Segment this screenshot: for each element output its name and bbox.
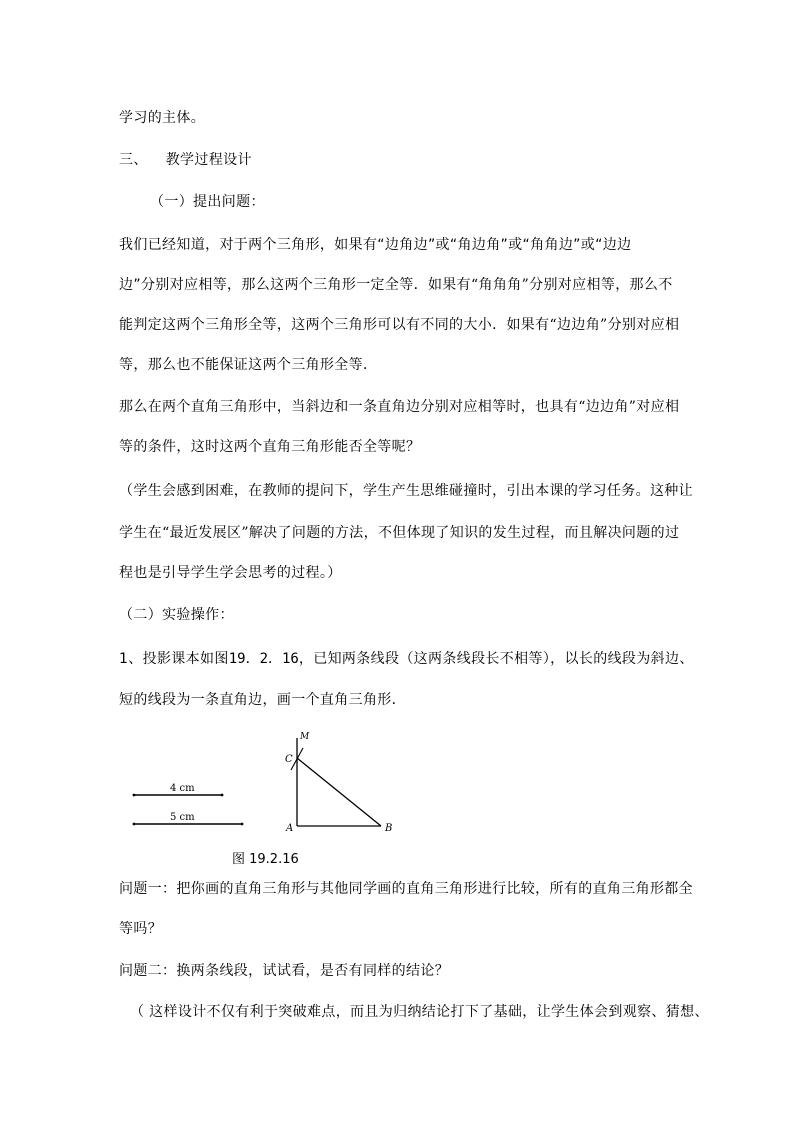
text-run: 分别对应相等，那么不 bbox=[529, 277, 673, 293]
text-run: 能判定这两个三角形全等，这两个三角形可以有不同的大小．如果有 bbox=[119, 317, 550, 333]
segment-4cm-label: 4 cm bbox=[170, 783, 195, 794]
paragraph-3-line-3: 程也是引导学生学会思考的过程。） bbox=[119, 565, 342, 581]
hypotenuse-cb bbox=[297, 758, 381, 826]
text-run: 解决了问题的方法，不但体现了知识的发生过程，而且解决问题的过 bbox=[248, 525, 680, 541]
segment-endpoint bbox=[133, 823, 136, 826]
paragraph-3-line-2 bbox=[119, 524, 679, 542]
paragraph-1-line-2 bbox=[119, 276, 673, 294]
paragraph-1-line-3 bbox=[119, 316, 679, 334]
segment-endpoint bbox=[133, 794, 136, 797]
paragraph-intro-tail: 学习的主体。 bbox=[119, 110, 206, 126]
design-note-line-1: （ 这样设计不仅有利于突破难点，而且为归纳结论打下了基础，让学生体会到观察、猜想、 bbox=[130, 1004, 709, 1020]
section-heading bbox=[119, 151, 252, 169]
paragraph-2-line-2: 等的条件，这时这两个直角三角形能否全等呢？ bbox=[119, 439, 421, 455]
text-run: 1、投影课本如图 bbox=[119, 651, 229, 667]
paragraph-3-line-1: （学生会感到困难，在教师的提问下，学生产生思维碰撞时，引出本课的学习任务。这种让 bbox=[119, 483, 693, 499]
segment-endpoint bbox=[241, 823, 244, 826]
question-1-line-2: 等吗？ bbox=[119, 921, 163, 937]
figure-drawing bbox=[119, 728, 419, 848]
text-run: 分别对应相 bbox=[607, 317, 680, 333]
emphasis-quote: “最近发展区” bbox=[162, 525, 249, 541]
text-run: 边”分别对应相等，那么这两个三角形一定全等．如果有 bbox=[119, 277, 472, 293]
paragraph-1-line-4: 等，那么也不能保证这两个三角形全等． bbox=[119, 357, 378, 373]
subheading-raise-question: （一）提出问题： bbox=[150, 194, 265, 210]
section-number: 三、 bbox=[119, 152, 148, 168]
text-run: 那么在两个直角三角形中，当斜边和一条直角边分别对应相等时，也具有 bbox=[119, 399, 579, 415]
text-run: 学生在 bbox=[119, 525, 163, 541]
step-1-line-1 bbox=[119, 650, 694, 668]
figure-right-triangle bbox=[119, 728, 419, 868]
question-1-line-1: 问题一：把你画的直角三角形与其他同学画的直角三角形进行比较，所有的直角三角形都全 bbox=[119, 881, 693, 897]
figure-caption: 图 19.2.16 bbox=[232, 852, 299, 867]
point-m-label: M bbox=[300, 732, 310, 742]
emphasis-quote: “角角角” bbox=[471, 277, 530, 293]
paragraph-1-line-1: 我们已经知道，对于两个三角形，如果有“边角边”或“角边角”或“角角边”或“边边 bbox=[119, 237, 632, 253]
emphasis-quote: “边边角” bbox=[578, 399, 637, 415]
segment-5cm-label: 5 cm bbox=[170, 812, 195, 823]
step-1-line-2: 短的线段为一条直角边，画一个直角三角形． bbox=[119, 692, 406, 708]
figure-reference: 19．2．16 bbox=[228, 651, 299, 667]
text-run: ，已知两条线段（这两条线段长不相等），以长的线段为斜边、 bbox=[298, 651, 694, 667]
subheading-experiment: （二）实验操作： bbox=[119, 607, 234, 623]
segment-endpoint bbox=[221, 794, 224, 797]
emphasis-quote: “边边角” bbox=[549, 317, 608, 333]
point-c-label: C bbox=[285, 754, 293, 765]
question-2: 问题二：换两条线段，试试看，是否有同样的结论？ bbox=[119, 963, 450, 979]
text-run: 对应相 bbox=[636, 399, 680, 415]
paragraph-2-line-1 bbox=[119, 398, 679, 416]
section-title: 教学过程设计 bbox=[165, 152, 252, 168]
point-a-label: A bbox=[286, 823, 294, 834]
point-b-label: B bbox=[385, 823, 393, 834]
